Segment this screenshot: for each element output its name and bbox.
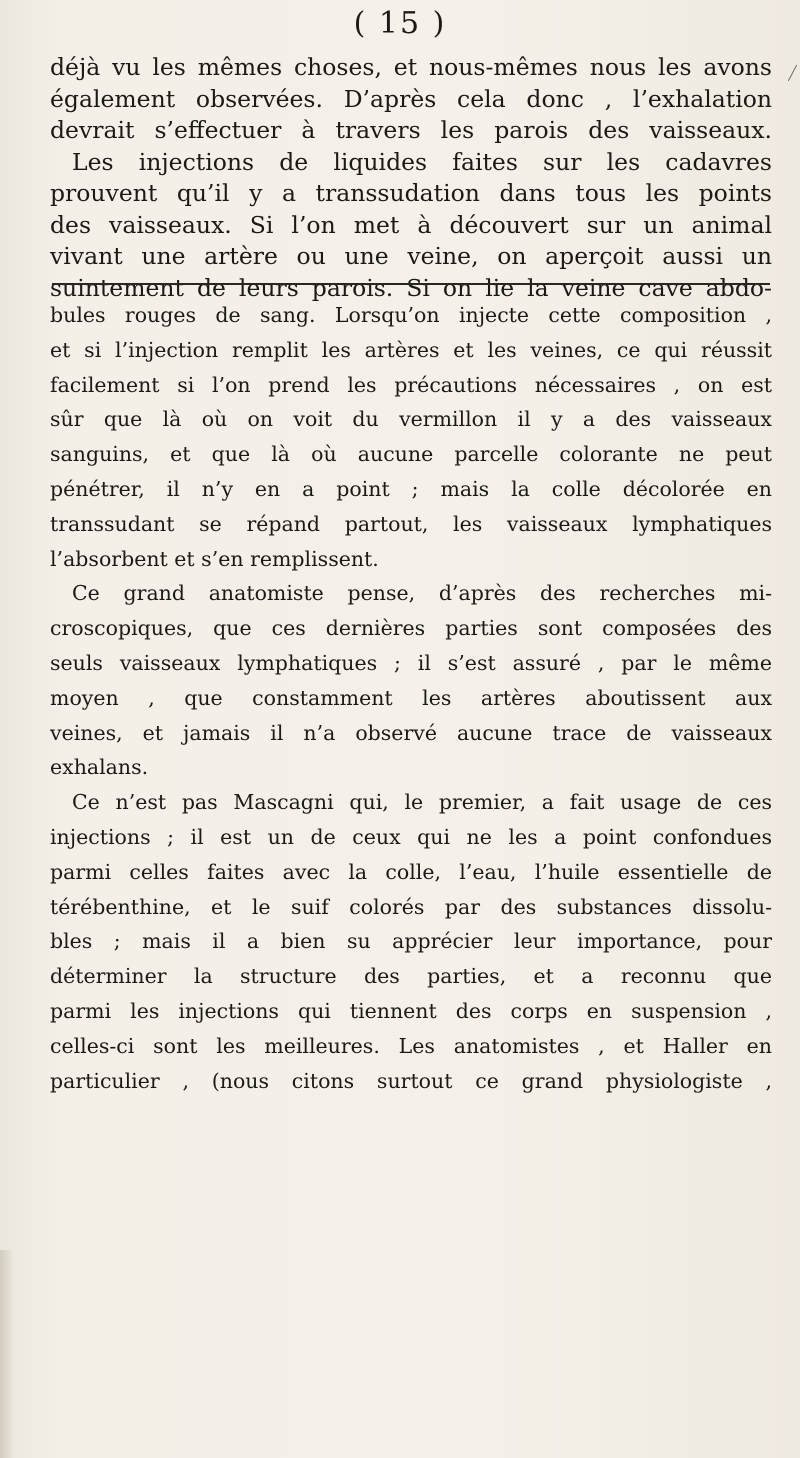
footnote-line: particulier , (nous citons surtout ce grand physiologiste ,: [50, 1068, 772, 1093]
text-line: prouvent qu’il y a transsudation dans tous les points: [50, 179, 772, 207]
footnote-line: croscopiques, que ces dernières parties sont composées des: [50, 616, 772, 641]
footnote-line: et si l’injection remplit les artères et les veines, ce qui réussit: [50, 337, 772, 362]
footnote-line: veines, et jamais il n’a observé aucune trace de vaisseaux: [50, 720, 772, 745]
text-line: devrait s’effectuer à travers les parois des vaisseaux.: [50, 116, 772, 144]
footnote-line: bules rouges de sang. Lorsqu’on injecte cette composition ,: [50, 303, 772, 327]
footnote-line: celles-ci sont les meilleures. Les anatomistes , et Haller en: [50, 1033, 772, 1058]
footnote-line: facilement si l’on prend les précautions nécessaires , on est: [50, 372, 772, 397]
footnote-line: parmi celles faites avec la colle, l’eau, l’huile essentielle de: [50, 859, 772, 884]
footnote-line: transsudant se répand partout, les vaisseaux lymphatiques: [50, 511, 772, 536]
footnote-line: Ce grand anatomiste pense, d’après des recherches mi-: [72, 581, 772, 606]
main-text: [50, 52, 772, 304]
text-line: également observées. D’après cela donc , l’exhalation: [50, 84, 772, 113]
page-number: ( 15 ): [353, 6, 447, 41]
text-line: déjà vu les mêmes choses, et nous-mêmes nous les avons: [50, 53, 772, 81]
footnote-line: térébenthine, et le suif colorés par des substances dissolu-: [50, 894, 772, 919]
footnote: [50, 298, 772, 1098]
footnote-line: pénétrer, il n’y en a point ; mais la colle décolorée en: [50, 476, 772, 501]
text-line: vivant une artère ou une veine, on aperçoit aussi un: [50, 242, 772, 270]
text-line: suintement de leurs parois. Si on lie la veine cave abdo-: [50, 273, 772, 302]
footnote-line: bles ; mais il a bien su apprécier leur importance, pour: [50, 929, 772, 954]
footnote-line: Ce n’est pas Mascagni qui, le premier, a fait usage de ces: [72, 790, 772, 815]
footnote-line: sanguins, et que là où aucune parcelle colorante ne peut: [50, 442, 772, 467]
text-line: Les injections de liquides faites sur les cadavres: [72, 147, 772, 176]
footnote-line: exhalans.: [50, 755, 149, 780]
footnote-line: injections ; il est un de ceux qui ne les a point confondues: [50, 824, 772, 849]
footnote-line: seuls vaisseaux lymphatiques ; il s’est assuré , par le même: [50, 650, 772, 675]
footnote-separator: [52, 283, 770, 285]
footnote-line: moyen , que constamment les artères aboutissent aux: [50, 685, 772, 710]
footnote-line: l’absorbent et s’en remplissent.: [50, 546, 379, 571]
footnote-line: parmi les injections qui tiennent des corps en suspension ,: [50, 998, 772, 1023]
page-edge-shadow: [0, 1250, 14, 1458]
margin-mark: [788, 65, 797, 81]
footnote-line: déterminer la structure des parties, et a reconnu que: [50, 964, 772, 989]
footnote-line: sûr que là où on voit du vermillon il y a des vaisseaux: [50, 407, 772, 432]
text-line: des vaisseaux. Si l’on met à découvert sur un animal: [50, 210, 772, 239]
